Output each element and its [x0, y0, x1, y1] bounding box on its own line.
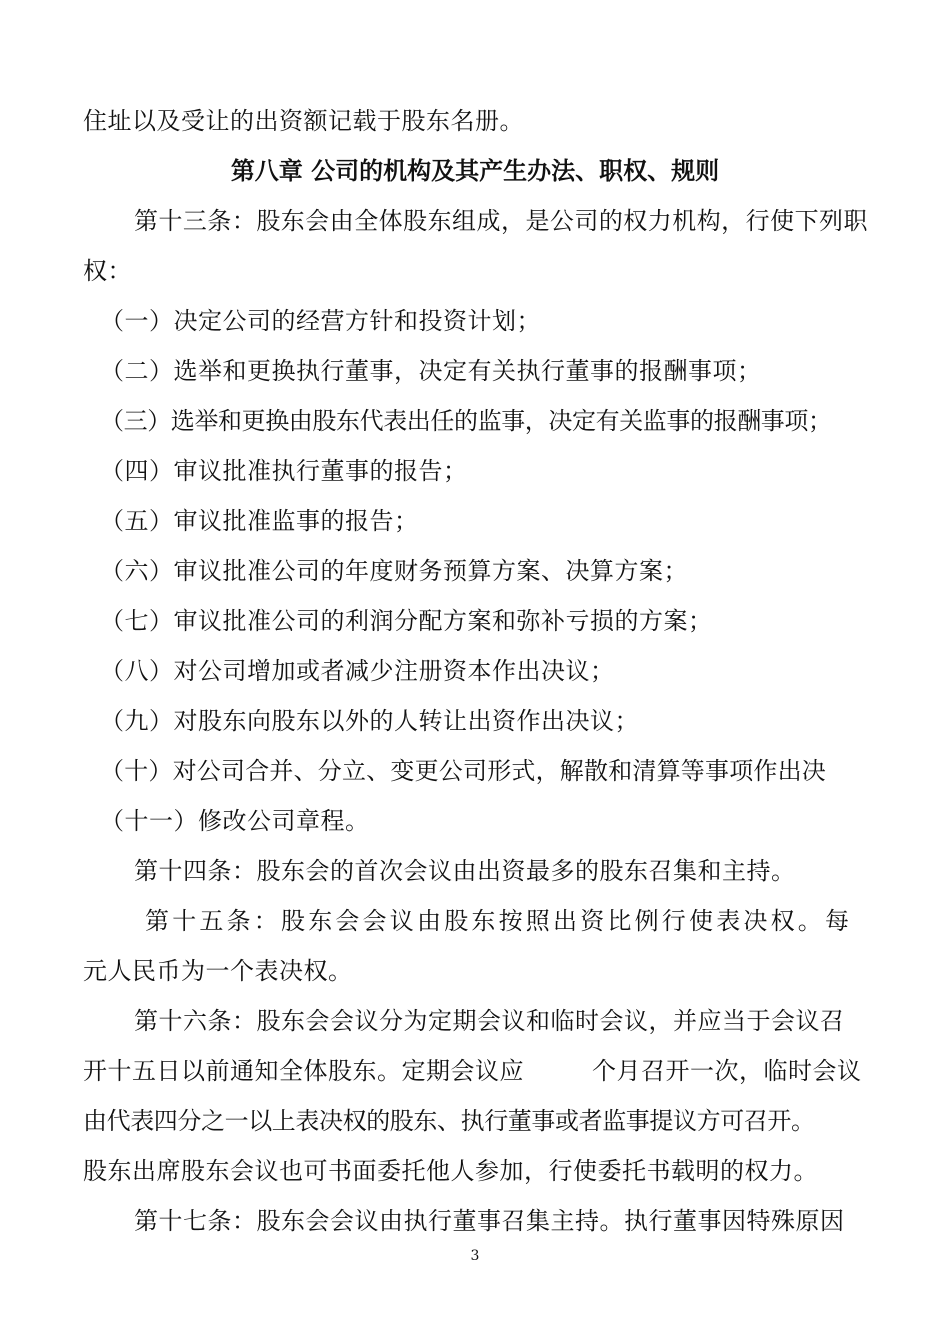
article-13-line-2: 权： [83, 257, 132, 285]
list-item-7: （七）审议批准公司的利润分配方案和弥补亏损的方案； [100, 607, 713, 635]
list-item-10: （十）对公司合并、分立、变更公司形式，解散和清算等事项作出决 [100, 757, 826, 785]
list-item-6: （六）审议批准公司的年度财务预算方案、决算方案； [100, 557, 688, 585]
list-item-11: （十一）修改公司章程。 [100, 807, 370, 835]
list-item-3: （三）选举和更换由股东代表出任的监事，决定有关监事的报酬事项； [100, 407, 832, 435]
article-14-line-1: 第十四条：股东会的首次会议由出资最多的股东召集和主持。 [134, 857, 796, 885]
list-item-9: （九）对股东向股东以外的人转让出资作出决议； [100, 707, 639, 735]
article-15-line-1: 第十五条：股东会会议由股东按照出资比例行使表决权。每 [145, 907, 853, 935]
article-16-line-4: 股东出席股东会议也可书面委托他人参加，行使委托书载明的权力。 [83, 1157, 818, 1185]
article-15-line-2: 元人民币为一个表决权。 [83, 957, 353, 985]
list-item-4: （四）审议批准执行董事的报告； [100, 457, 468, 485]
list-item-8: （八）对公司增加或者减少注册资本作出决议； [100, 657, 615, 685]
paragraph-line-1: 住址以及受让的出资额记载于股东名册。 [83, 107, 524, 135]
list-item-1: （一）决定公司的经营方针和投资计划； [100, 307, 541, 335]
chapter-heading: 第八章 公司的机构及其产生办法、职权、规则 [230, 156, 720, 185]
article-16-line-3: 由代表四分之一以上表决权的股东、执行董事或者监事提议方可召开。 [83, 1107, 815, 1135]
list-item-5: （五）审议批准监事的报告； [100, 507, 419, 535]
article-13-line-1: 第十三条：股东会由全体股东组成，是公司的权力机构，行使下列职 [134, 207, 868, 235]
list-item-2: （二）选举和更换执行董事，决定有关执行董事的报酬事项； [100, 357, 762, 385]
article-16-line-1: 第十六条：股东会会议分为定期会议和临时会议，并应当于会议召 [134, 1007, 845, 1035]
page-number: 3 [470, 1248, 480, 1264]
article-17-line-1: 第十七条：股东会会议由执行董事召集主持。执行董事因特殊原因 [134, 1207, 845, 1235]
article-16-line-2b: 个月召开一次，临时会议 [592, 1057, 862, 1085]
article-16-line-2a: 开十五日以前通知全体股东。定期会议应 [83, 1057, 524, 1085]
